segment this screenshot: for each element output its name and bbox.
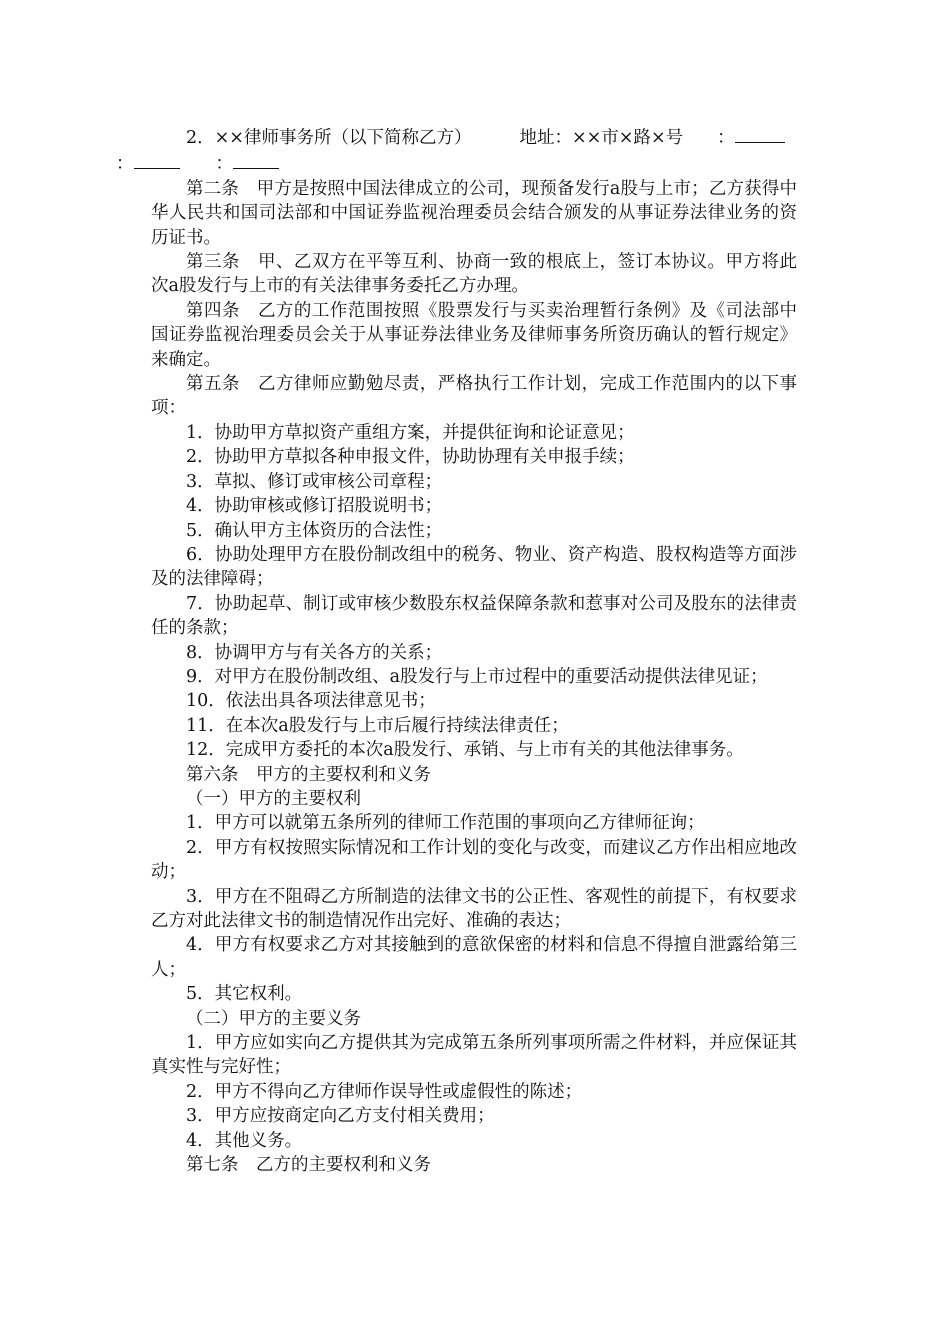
article-3: 第三条 甲、乙双方在平等互利、协商一致的根底上，签订本协议。甲方将此次a股发行与上市的有关法律事务委托乙方办理。: [151, 252, 797, 297]
list-item: 3．草拟、修订或审核公司章程；: [186, 471, 443, 492]
list-item: 1．甲方可以就第五条所列的律师工作范围的事项向乙方律师征询；: [186, 813, 705, 834]
article-2: 第二条 甲方是按照中国法律成立的公司，现预备发行a股与上市；乙方获得中华人民共和国司法部和中国证券监视治理委员会结合颁发的从事证券法律业务的资历证书。: [151, 178, 797, 248]
article-7: 第七条 乙方的主要权利和义务: [186, 1155, 431, 1176]
list-item: 3．甲方应按商定向乙方支付相关费用；: [186, 1106, 495, 1127]
list-item: 1．协助甲方草拟资产重组方案，并提供征询和论证意见；: [186, 422, 635, 443]
blank-line: [233, 150, 279, 169]
list-item: 10．依法出具各项法律意见书；: [186, 691, 436, 712]
address-label: 地址：: [519, 128, 572, 148]
document-body: [116, 124, 797, 1177]
list-item: 4．其他义务。: [186, 1130, 303, 1151]
list-item: 11．在本次a股发行与上市后履行持续法律责任；: [186, 715, 569, 736]
list-item: 1．甲方应如实向乙方提供其为完成第五条所列事项所需之件材料，并应保证其真实性与完好性；: [151, 1033, 797, 1078]
list-item: 2．甲方不得向乙方律师作误导性或虚假性的陈述；: [186, 1081, 583, 1102]
list-item: 2．甲方有权按照实际情况和工作计划的变化与改变，而建议乙方作出相应地改动；: [151, 837, 797, 883]
address-value: ××市×路×号: [571, 128, 684, 148]
blank-line: [134, 150, 180, 169]
colon-mark: ：: [717, 128, 735, 148]
list-item: 4．协助审核或修订招股说明书；: [186, 496, 443, 517]
header-line: [116, 124, 797, 177]
article-6: 第六条 甲方的主要权利和义务: [186, 764, 431, 785]
list-item: 5．确认甲方主体资历的合法性；: [186, 520, 443, 541]
list-item: 12．完成甲方委托的本次a股发行、承销、与上市有关的其他法律事务。: [186, 740, 744, 761]
list-item: 4．甲方有权要求乙方对其接触到的意欲保密的材料和信息不得擅自泄露给第三人；: [151, 935, 797, 980]
list-item: 2．协助甲方草拟各种申报文件，协助协理有关申报手续；: [186, 447, 635, 468]
list-item: 3．甲方在不阻碍乙方所制造的法律文书的公正性、客观性的前提下，有权要求乙方对此法律文书的制造情况作出完好、准确的表达；: [151, 886, 797, 931]
list-item: 6．协助处理甲方在股份制改组中的税务、物业、资产构造、股权构造等方面涉及的法律障碍；: [151, 544, 797, 590]
article-5: 第五条 乙方律师应勤勉尽责，严格执行工作计划，完成工作范围内的以下事项：: [151, 374, 797, 419]
list-item: 8．协调甲方与有关各方的关系；: [186, 642, 443, 663]
list-item: 9．对甲方在股份制改组、a股发行与上市过程中的重要活动提供法律见证；: [186, 666, 768, 687]
colon-mark: ：: [215, 154, 233, 175]
section-heading: （二）甲方的主要义务: [186, 1008, 361, 1029]
list-item: 5．其它权利。: [186, 984, 303, 1005]
section-heading: （一）甲方的主要权利: [186, 788, 361, 809]
firm-label: 2．××律师事务所（以下简称乙方）: [186, 128, 472, 148]
list-item: 7．协助起草、制订或审核少数股东权益保障条款和惹事对公司及股东的法律责任的条款；: [151, 593, 797, 639]
blank-line: [735, 124, 785, 143]
article-4: 第四条 乙方的工作范围按照《股票发行与买卖治理暂行条例》及《司法部中国证券监视治理委员会关于从事证券法律业务及律师事务所资历确认的暂行规定》来确定。: [151, 300, 797, 370]
colon-mark: ：: [116, 154, 134, 175]
